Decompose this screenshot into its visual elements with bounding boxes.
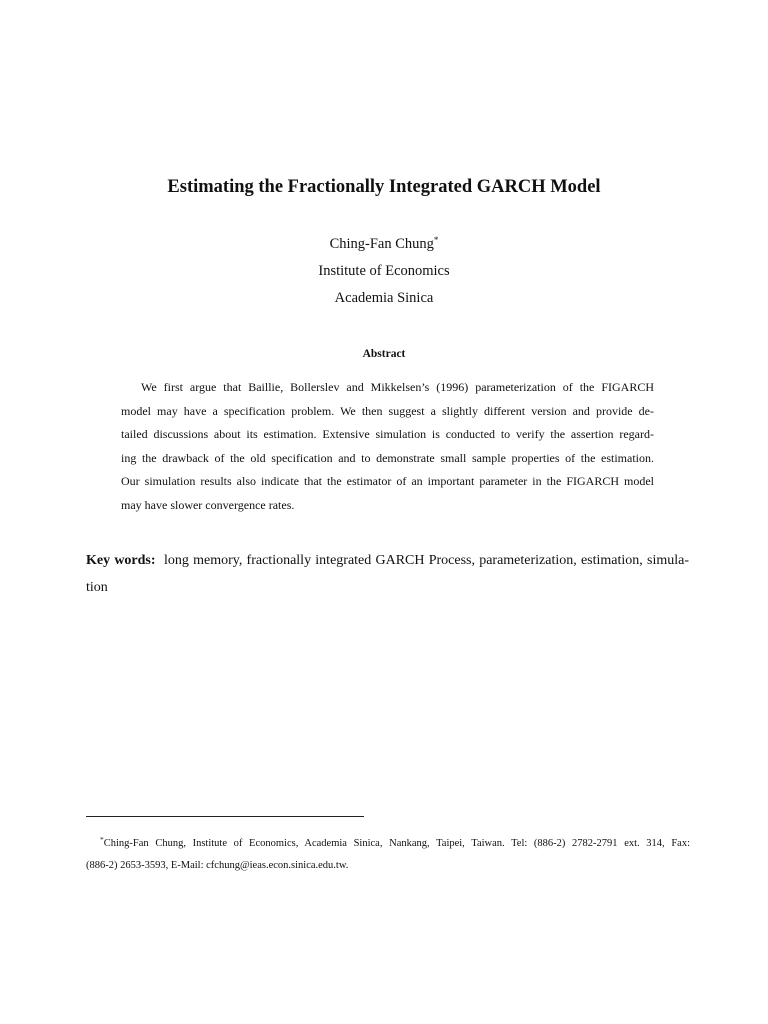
keywords-label: Key words: <box>86 553 156 568</box>
abstract-line: We first argue that Baillie, Bollerslev and Mikkelsen’s (1996) parameterization of the FIGARCH <box>141 380 654 394</box>
footnote-divider <box>86 816 364 817</box>
abstract-body <box>121 376 654 518</box>
author-name-line <box>0 227 768 258</box>
abstract-line: may have slower convergence rates. <box>121 497 295 512</box>
affiliation-institute: Institute of Economics <box>318 263 450 279</box>
author-block <box>0 227 768 312</box>
footnote-text-continued: (886-2) 2653-3593, E-Mail: cfchung@ieas.econ.sinica.edu.tw. <box>86 860 349 871</box>
keywords-text-continued: tion <box>86 580 108 595</box>
abstract-line: ing the drawback of the old specification and to demonstrate small sample properties of the estimation. <box>121 450 654 465</box>
footnote-mark: * <box>100 835 104 844</box>
author-name: Ching-Fan Chung <box>329 236 434 252</box>
abstract-line: tailed discussions about its estimation. Extensive simulation is conducted to verify the assertion regard- <box>121 427 654 442</box>
author-footnote-mark: * <box>433 235 439 245</box>
paper-title: Estimating the Fractionally Integrated GARCH Model <box>167 177 601 197</box>
footnote-text: Ching-Fan Chung, Institute of Economics, Academia Sinica, Nankang, Taipei, Taiwan. Tel: (886-2) 2782-2791 ext. 314, Fax: <box>103 838 690 849</box>
abstract-heading: Abstract <box>362 348 406 360</box>
keywords-line <box>86 547 689 574</box>
abstract-line: model may have a specification problem. We then suggest a slightly different version and provide de- <box>121 403 654 418</box>
affiliation-academy: Academia Sinica <box>334 290 434 306</box>
footnote-line <box>86 829 690 855</box>
footnote <box>86 829 690 877</box>
keywords-block <box>86 547 689 601</box>
keywords-text: long memory, fractionally integrated GARCH Process, parameterization, estimation, simula- <box>163 553 689 568</box>
abstract-line: Our simulation results also indicate that the estimator of an important parameter in the FIGARCH model <box>121 474 654 489</box>
